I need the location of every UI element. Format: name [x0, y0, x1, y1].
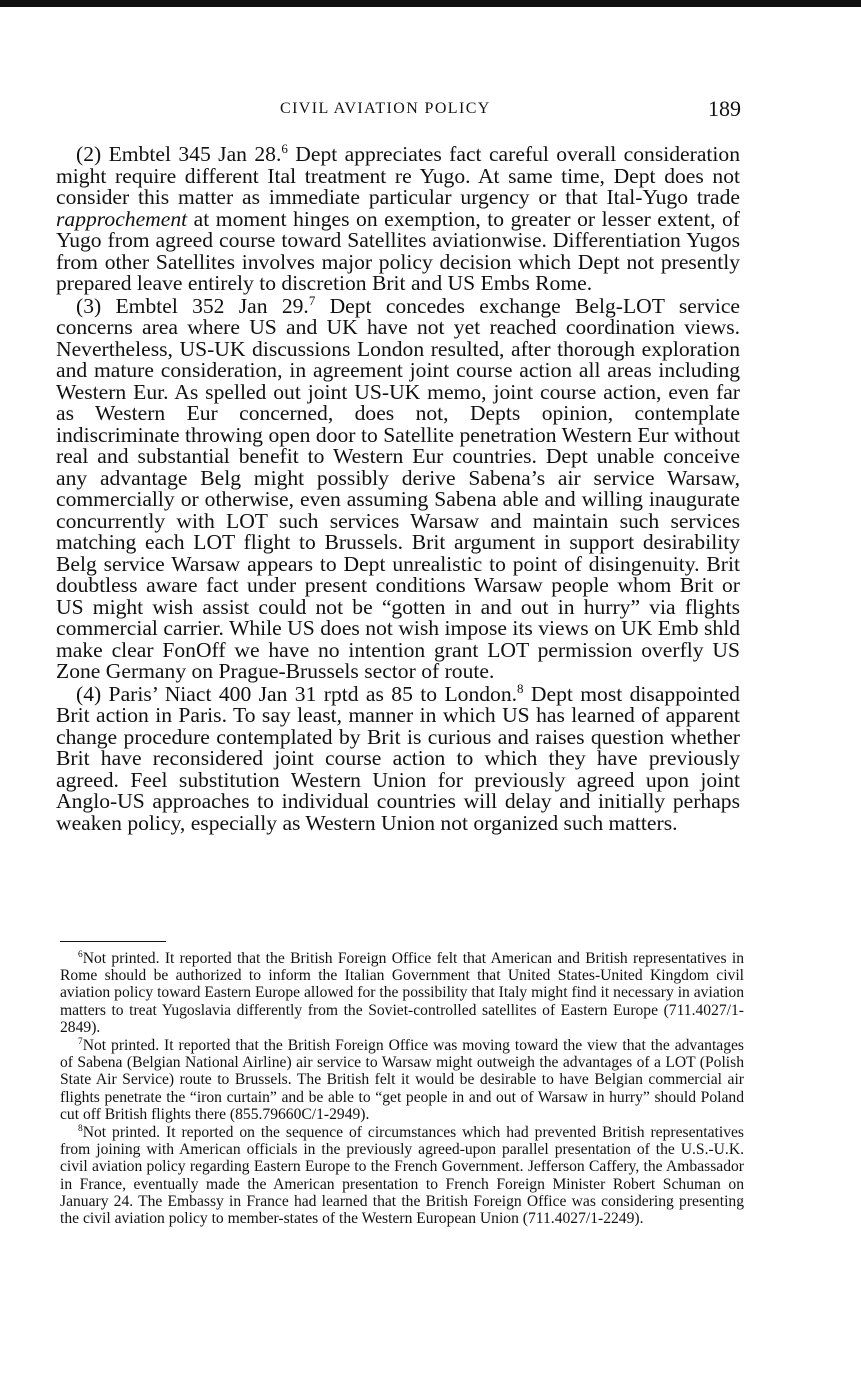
- paragraph-2-text: Dept appreciates fact careful overall consideration might require different Ital treatment re Yugo. At same time, Dept does not consider this matter as immediate particular urgency or that Ital-Yugo trade: [56, 142, 740, 209]
- footnote-number: 8: [78, 1123, 83, 1134]
- paragraph-2: [56, 140, 740, 295]
- paragraph-2-lead: (2) Embtel 345 Jan 28.: [76, 142, 282, 166]
- footnotes: [60, 950, 744, 1228]
- footnote-ref-6: 6: [281, 140, 288, 156]
- footnote-6: [60, 950, 744, 1036]
- italic-term: rapprochement: [56, 206, 188, 231]
- footnote-number: 7: [78, 1036, 83, 1047]
- footnote-number: 6: [78, 949, 83, 960]
- page-number: 189: [708, 96, 741, 121]
- paragraph-3-lead: (3) Embtel 352 Jan 29.: [76, 293, 309, 318]
- paragraph-4-lead: (4) Paris’ Niact 400 Jan 31 rptd as 85 to London.: [76, 681, 518, 706]
- footnote-ref-7: 7: [308, 292, 316, 308]
- footnote-text: Not printed. It reported on the sequence of circumstances which had prevented British representatives from joining with American officials in the previously agreed-upon parallel presentation of the U.S.-U.K. civil aviation policy regarding Eastern Europe to the French Government. Jefferson Caffery, the Ambassador in France, eventually made the American presentation to French Foreign Minister Robert Schuman on January 24. The Embassy in France had learned that the British Foreign Office was considering presenting the civil aviation policy to member-states of the Western European Union (711.4027/1-2249).: [60, 1124, 744, 1228]
- footnote-7: [60, 1037, 744, 1123]
- paragraph-3: [56, 292, 740, 683]
- body-text: [56, 140, 740, 835]
- running-head: [0, 96, 861, 126]
- footnote-text: Not printed. It reported that the British Foreign Office felt that American and British representatives in Rome should be authorized to inform the Italian Government that United States-United Kingdom civil aviation policy toward Eastern Europe allowed for the possibility that Italy might find it necessary in aviation matters to treat Yugoslavia differently from the Soviet-controlled satellites of Eastern Europe (711.4027/1-2849).: [60, 950, 744, 1036]
- paragraph-4: [56, 680, 740, 835]
- top-border: [0, 0, 861, 7]
- footnote-divider: [60, 941, 166, 942]
- paragraph-3-text: Dept concedes exchange Belg-LOT service concerns area where US and UK have not yet reached coordination views. Nevertheless, US-UK discussions London resulted, after thorough exploration and mature consideration, in agreement joint course action all areas including Western Eur. As spelled out joint US-UK memo, joint course action, even far as Western Eur concerned, does not, Depts opinion, contemplate indiscriminate throwing open door to Satellite penetration Western Eur without real and substantial benefit to Western Eur countries. Dept unable conceive any advantage Belg might possibly derive Sabena’s air service Warsaw, commercially or otherwise, even assuming Sabena able and willing inaugurate concurrently with LOT such services Warsaw and maintain such services matching each LOT flight to Brussels. Brit argument in support desirability Belg service Warsaw appears to Dept unrealistic to point of disingenuity. Brit doubtless aware fact under present conditions Warsaw people whom Brit or US might wish assist could not be “gotten in and out in hurry” via flights commercial carrier. While US does not wish impose its views on UK Emb shld make clear FonOff we have no intention grant LOT permission overfly US Zone Germany on Prague-Brussels sector of route.: [56, 293, 740, 683]
- paragraph-2-text-end: at moment hinges on exemption, to greater or lesser extent, of Yugo from agreed course toward Satellites aviationwise. Differentiation Yugos from other Satellites involves major policy decision which Dept not presently prepared leave entirely to discretion Brit and US Embs Rome.: [56, 206, 740, 295]
- paragraph-4-text: Dept most disappointed Brit action in Paris. To say least, manner in which US has learned of apparent change procedure contemplated by Brit is curious and raises question whether Brit have reconsidered joint course action to which they have previously agreed. Feel substitution Western Union for previously agreed upon joint Anglo-US approaches to individual countries will delay and initially perhaps weaken policy, especially as Western Union not organized such matters.: [56, 681, 740, 835]
- footnote-8: [60, 1124, 744, 1227]
- footnote-ref-8: 8: [517, 680, 524, 696]
- footnote-text: Not printed. It reported that the British Foreign Office was moving toward the view that the advantages of Sabena (Belgian National Airline) air service to Warsaw might outweigh the advantages of a LOT (Polish State Air Service) route to Brussels. The British felt it would be desirable to have Belgian commercial air flights penetrate the “iron curtain” and be able to “get people in and out of Warsaw in hurry” should Poland cut off British flights there (855.79660C/1-2949).: [60, 1037, 744, 1123]
- running-title: CIVIL AVIATION POLICY: [280, 100, 491, 117]
